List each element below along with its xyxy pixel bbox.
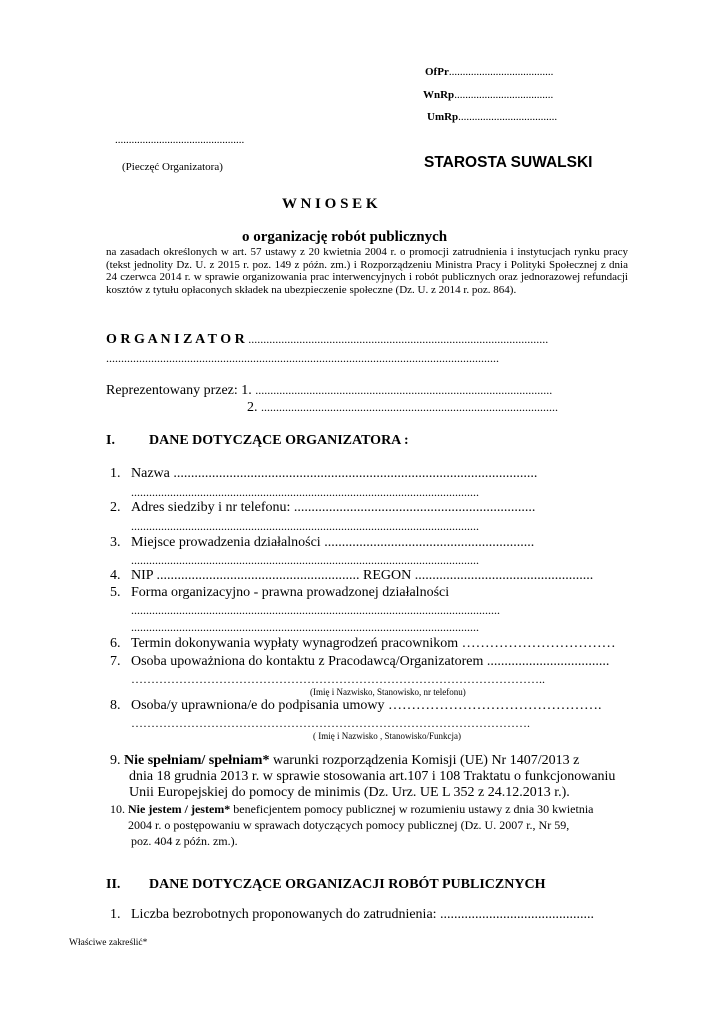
- stamp-label: (Pieczęć Organizatora): [122, 161, 223, 173]
- section-2-item-1-number: 1.: [110, 907, 121, 922]
- organizer-label: O R G A N I Z A T O R: [106, 332, 245, 347]
- item-3-number: 3.: [110, 535, 121, 550]
- item-3-continuation: ....................................................................................................................: [131, 553, 479, 567]
- item-4-nip-regon: NIP .......................................................... REGON ...................................................: [131, 568, 594, 583]
- item-3-place: Miejsce prowadzenia działalności ............................................................: [131, 535, 535, 550]
- item-7-contact-person: Osoba upoważniona do kontaktu z Pracodawcą/Organizatorem ...................................: [131, 654, 610, 669]
- represented-dots-2: ...................................................................................................: [261, 400, 558, 414]
- item-9-number: 9.: [110, 753, 121, 768]
- section-2-item-1-unemployed-count: Liczba bezrobotnych proponowanych do zatrudnienia: ............................................: [131, 907, 595, 922]
- code-umrp: [427, 111, 557, 123]
- item-5-legal-form: Forma organizacyjno - prawna prowadzonej działalności: [131, 585, 450, 600]
- represented-label: Reprezentowany przez: 1.: [106, 383, 252, 398]
- item-9-text-1: warunki rozporządzenia Komisji (UE) Nr 1407/2013 z: [269, 753, 580, 768]
- item-9-declaration-choice: Nie spełniam/ spełniam*: [124, 753, 270, 768]
- organizer-dots: ....................................................................................................: [248, 332, 549, 346]
- item-10-number: 10.: [110, 802, 125, 816]
- stamp-dots: ...............................................: [115, 134, 245, 146]
- represented-line-2: [247, 400, 558, 416]
- item-9-text-3: Unii Europejskiej do pomocy de minimis (Dz. Urz. UE L 352 z 24.12.2013 r.).: [129, 785, 570, 800]
- code-label: WnRp: [423, 89, 455, 101]
- item-8-note: ( Imię i Nazwisko , Stanowisko/Funkcja): [313, 731, 461, 741]
- code-dots: ....................................: [454, 89, 554, 101]
- represented-num-2: 2.: [247, 400, 258, 415]
- document-subtitle: o organizację robót publicznych: [242, 229, 448, 245]
- organizer-line: [106, 332, 548, 348]
- item-8-continuation: ……………………………………………………………………………………….: [131, 716, 530, 730]
- item-2-number: 2.: [110, 500, 121, 515]
- code-wnrp: [423, 89, 553, 101]
- item-10-text-3: poz. 404 z późn. zm.).: [131, 834, 238, 848]
- item-7-continuation: …………………………………………………………………………………………..: [131, 672, 545, 686]
- addressee: STAROSTA SUWALSKI: [424, 154, 593, 171]
- represented-line-1: [106, 383, 552, 399]
- represented-dots-1: ...................................................................................................: [255, 383, 553, 397]
- item-9-line-1: [110, 753, 579, 769]
- section-1-title: DANE DOTYCZĄCE ORGANIZATORA :: [149, 433, 409, 448]
- section-1-number: I.: [106, 433, 115, 448]
- organizer-dots-line2: ...................................................................................................................................: [106, 351, 499, 365]
- item-10-text-2: 2004 r. o postępowaniu w sprawach dotyczących pomocy publicznej (Dz. U. 2007 r., Nr 59,: [128, 818, 570, 832]
- code-label: UmRp: [427, 111, 459, 123]
- item-1-name: Nazwa ........................................................................................................: [131, 466, 538, 481]
- code-ofpr: [425, 66, 553, 78]
- item-1-continuation: ....................................................................................................................: [131, 485, 479, 499]
- item-8-signatory: Osoba/y uprawniona/e do podpisania umowy ……………………………………….: [131, 698, 602, 713]
- item-7-note: (Imię i Nazwisko, Stanowisko, nr telefonu): [310, 687, 466, 697]
- code-dots: ....................................: [458, 111, 558, 123]
- item-1-number: 1.: [110, 466, 121, 481]
- item-2-continuation: ....................................................................................................................: [131, 519, 479, 533]
- item-4-number: 4.: [110, 568, 121, 583]
- code-dots: ......................................: [448, 66, 554, 78]
- item-8-number: 8.: [110, 698, 121, 713]
- section-2-title: DANE DOTYCZĄCE ORGANIZACJI ROBÓT PUBLICZNYCH: [149, 877, 546, 892]
- item-10-text-1: beneficjentem pomocy publicznej w rozumieniu ustawy z dnia 30 kwietnia: [230, 802, 594, 816]
- item-7-number: 7.: [110, 654, 121, 669]
- item-10-line-1: [110, 802, 594, 817]
- item-10-declaration-choice: Nie jestem / jestem*: [128, 802, 231, 816]
- footnote: Właściwe zakreślić*: [69, 938, 148, 948]
- item-2-address: Adres siedziby i nr telefonu: .....................................................................: [131, 500, 536, 515]
- code-label: OfPr: [425, 66, 449, 78]
- item-5-number: 5.: [110, 585, 121, 600]
- item-9-text-2: dnia 18 grudnia 2013 r. w sprawie stosowania art.107 i 108 Traktatu o funkcjonowaniu: [129, 769, 616, 784]
- document-title: W N I O S E K: [282, 196, 378, 212]
- item-6-payment-date: Termin dokonywania wypłaty wynagrodzeń pracownikom ……………………………: [131, 636, 616, 651]
- item-5-continuation-2: ....................................................................................................................: [131, 620, 479, 634]
- item-6-number: 6.: [110, 636, 121, 651]
- legal-basis: na zasadach określonych w art. 57 ustawy z 20 kwietnia 2004 r. o promocji zatrudnienia i instytucjach rynku pracy (tekst jednolity Dz. U. z 2015 r. poz. 149 z późn. zm.) i Rozporządzeniu Ministra Pracy i Polityki Społecznej z dnia 24 czerwca 2014 r. w sprawie organizowania prac interwencyjnych i robót publicznych oraz jednorazowej refundacji kosztów z tytułu opłaconych składek na ubezpieczenie społeczne (Dz. U. z 2014 r. poz. 864).: [106, 246, 628, 296]
- section-2-number: II.: [106, 877, 121, 892]
- item-5-continuation: ...........................................................................................................................: [131, 603, 500, 617]
